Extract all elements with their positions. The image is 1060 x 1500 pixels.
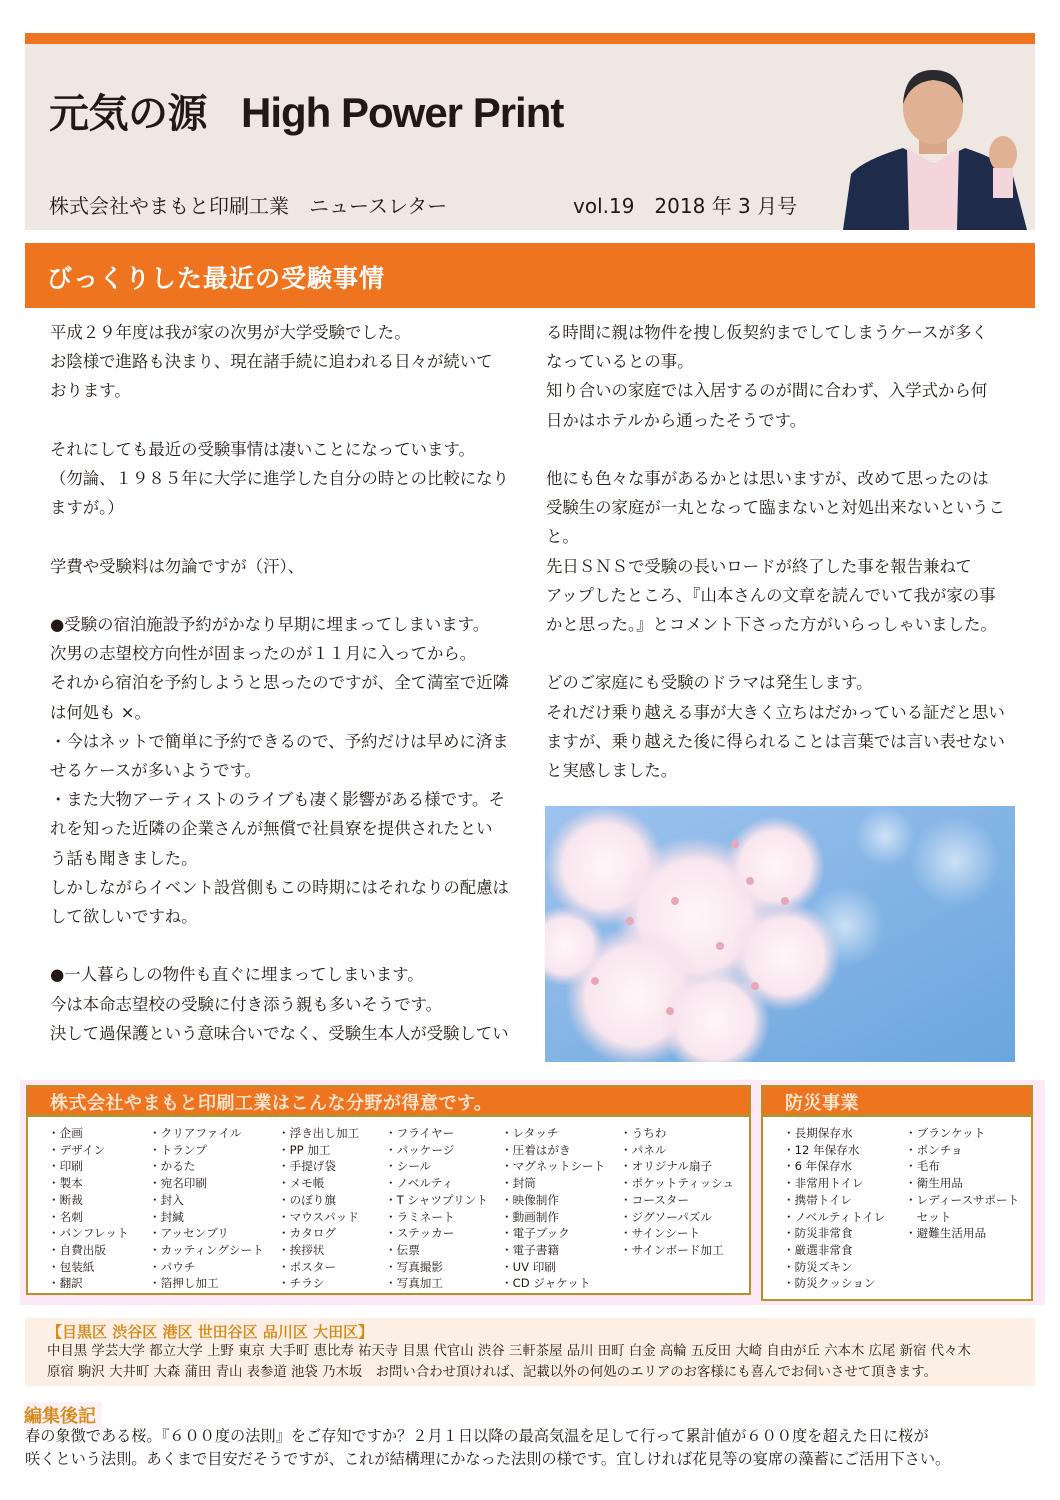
article-paragraph-line [50,406,509,435]
article-paragraph-line: う話も聞きました。 [50,848,198,868]
cherry-blossom-photo [545,806,1015,1062]
service-list-item: ・名刺 [48,1209,83,1224]
service-list-item: ・メモ帳 [278,1176,325,1191]
editor-note-body [25,1425,950,1471]
company-newsletter-label: 株式会社やまもと印刷工業 ニュースレター [49,194,448,218]
article-heading-bar [25,243,1035,308]
service-list-item: ・12 年保存水 [783,1142,860,1157]
service-list-item: ・6 年保存水 [783,1159,853,1174]
service-list-item: ・非常用トイレ [783,1176,864,1191]
service-list-item: ・防災ズキン [783,1259,853,1274]
service-list-item: ・封緘 [149,1209,184,1224]
service-list-item: ・企画 [48,1126,83,1140]
article-paragraph-line: して欲しいですね。 [50,907,198,927]
article-paragraph-line: 次男の志望校方向性が固まったのが１１月に入ってから。 [50,644,477,664]
service-list-item: ・宛名印刷 [149,1176,207,1191]
bousai-title: 防災事業 [785,1093,859,1114]
service-column [620,1125,734,1259]
service-list-item: ・箔押し加工 [149,1276,219,1291]
service-list-item: ・浮き出し加工 [278,1126,360,1140]
service-list-item: セット [905,1209,952,1224]
article-paragraph-line: せるケースが多いようです。 [50,761,261,780]
services-panel-header [28,1087,749,1117]
service-list-item: ・シール [385,1159,432,1174]
services-panel [26,1085,751,1295]
service-list-item: ・ブランケット [905,1126,986,1140]
service-list-item: ・ノベルティトイレ [783,1209,886,1224]
article-paragraph-line: どのご家庭にも受験のドラマは発生します。 [546,673,873,693]
newsletter-title [49,82,563,139]
article-paragraph-line: 学費や受験料は勿論ですが（汗）、 [50,556,305,576]
service-list-item: ・マグネットシート [501,1159,606,1174]
service-list-item: ・印刷 [48,1159,83,1174]
service-column [783,1125,885,1292]
article-column-right [546,318,1005,785]
article-paragraph-line: ますが、乗り越えた後に得られることは言葉では言い表せない [546,731,1005,751]
service-list-item: ・クリアファイル [149,1126,242,1140]
service-list-item: ・T シャツプリント [385,1192,488,1207]
service-list-item: ・レディースサポート [905,1192,1020,1207]
service-list-item: ・カッティングシート [149,1242,264,1257]
article-paragraph-line: 今は本命志望校の受験に付き添う親も多いそうです。 [50,994,443,1014]
article-paragraph-line: ・また大物アーティストのライブも凄く影響がある様です。そ [50,790,505,810]
bousai-panel-header [763,1087,1031,1117]
service-list-item: ・衛生用品 [905,1176,963,1191]
service-list-item: ・フライヤー [385,1126,455,1140]
service-list-item: ・防災クッション [783,1276,876,1291]
newsletter-subtitle [49,190,798,219]
service-list-item: ・圧着はがき [501,1142,571,1157]
service-column [48,1125,129,1292]
service-list-item: ・ジグソーパズル [620,1209,712,1224]
areas-line-2: 原宿 駒沢 大井町 大森 蒲田 青山 表参道 池袋 乃木坂 お問い合わせ頂ければ、記載以外の何処のエリアのお客様にも喜んでお伺いさせて頂きます。 [47,1365,937,1380]
service-list-item: ・のぼり旗 [278,1192,336,1207]
service-list-item: ・ステッカー [385,1226,455,1241]
editor-note-title: 編集後記 [24,1402,102,1428]
article-paragraph-line: る時間に親は物件を捜し仮契約までしてしまうケースが多く [546,323,988,342]
service-list-item: ・包装紙 [48,1259,95,1274]
service-list-item: ・動画制作 [501,1209,559,1224]
article-title: びっくりした最近の受験事情 [47,264,386,293]
bousai-panel [761,1085,1033,1301]
service-list-item: ・PP 加工 [278,1142,331,1157]
services-title: 株式会社やまもと印刷工業はこんな分野が得意です。 [50,1093,493,1114]
article-paragraph-line: しかしながらイベント設営側もこの時期にはそれなりの配慮は [50,877,509,897]
service-list-item: ・CD ジャケット [501,1276,591,1291]
article-paragraph-line: それだけ乗り越える事が大きく立ちはだかっている証だと思い [546,702,1005,722]
service-list-item: ・ポケットティッシュ [620,1176,735,1191]
service-list-item: ・ノベルティ [385,1176,454,1191]
editor-note-line-1: 春の象徴である桜。『６００度の法則』をご存知ですか？２月１日以降の最高気温を足して行って累計値が６００度を超えた日に桜が [25,1427,929,1445]
article-paragraph-line [546,435,1005,464]
service-list-item: ・ラミネート [385,1209,455,1224]
top-accent-stripe [25,33,1035,44]
article-paragraph-line: 先日ＳＮＳで受験の長いロードが終了した事を報告兼ねて [546,556,972,576]
article-column-left [50,318,509,1048]
article-paragraph-line: れを知った近隣の企業さんが無償で社員寮を提供されたとい [50,819,493,839]
service-list-item: ・電子ブック [501,1226,570,1241]
service-column [501,1125,605,1292]
service-list-item: ・うちわ [620,1126,667,1140]
service-list-item: ・カタログ [278,1226,336,1241]
service-list-item: ・パッケージ [385,1142,455,1157]
portrait-photo [833,64,1033,230]
article-paragraph-line: と。 [546,527,579,547]
service-list-item: ・サインボード加工 [620,1242,724,1257]
article-paragraph-line: おります。 [50,381,131,401]
service-list-item: ・断裁 [48,1192,83,1207]
service-list-item: ・携帯トイレ [783,1192,852,1207]
service-list-item: ・自費出版 [48,1242,106,1257]
article-paragraph-line: ●一人暮らしの物件も直ぐに埋まってしまいます。 [50,965,424,985]
service-list-item: ・ポンチョ [905,1142,963,1157]
service-areas [25,1318,1035,1386]
article-paragraph-line: ●受験の宿泊施設予約がかなり早期に埋まってしまいます。 [50,614,490,634]
article-paragraph-line: と実感しました。 [546,761,678,781]
service-list-item: ・製本 [48,1176,83,1191]
editor-note-line-2: 咲くという法則。あくまで目安だそうですが、これが結構理にかなった法則の様です。宜しければ花見等の宴席の藻蓄にご活用下さい。 [25,1450,951,1468]
service-list-item: ・写真撮影 [385,1259,443,1274]
article-paragraph-line: 決して過保護という意味合いでなく、受験生本人が受験してい [50,1023,509,1043]
masthead [25,44,1035,230]
areas-title: 【目黒区 渋谷区 港区 世田谷区 品川区 大田区】 [47,1323,374,1341]
service-list-item: ・厳選非常食 [783,1242,853,1257]
article-paragraph-line: なっているとの事。 [546,352,694,372]
article-paragraph-line: 知り合いの家庭では入居するのが間に合わず、入学式から何 [546,381,988,401]
article-paragraph-line [50,522,509,551]
service-list-item: ・電子書籍 [501,1242,559,1257]
service-list-item: ・コースター [620,1192,689,1207]
service-list-item: ・レタッチ [501,1126,559,1140]
service-list-item: ・UV 印刷 [501,1259,556,1274]
service-list-item: ・デザイン [48,1142,106,1157]
service-column [278,1125,359,1292]
article-paragraph-line: 他にも色々な事があるかとは思いますが、改めて思ったのは [546,469,989,488]
service-list-item: ・防災非常食 [783,1226,853,1241]
title-jp: 元気の源 [49,91,207,137]
service-list-item: ・チラシ [278,1276,325,1291]
service-list-item: ・アッセンブリ [149,1226,229,1241]
article-paragraph-line: は何処も ×。 [50,702,151,722]
article-paragraph-line: 受験生の家庭が一丸となって臨まないと対処出来ないというこ [546,498,1005,518]
service-list-item: ・パウチ [149,1259,196,1274]
service-list-item: ・毛布 [905,1159,940,1174]
service-list-item: ・伝票 [385,1242,420,1257]
article-paragraph-line: かと思った。』とコメント下さった方がいらっしゃいました。 [546,615,997,635]
service-column [905,1125,1019,1242]
service-list-item: ・ポスター [278,1259,336,1274]
service-list-item: ・映像制作 [501,1192,559,1207]
service-list-item: ・サインシート [620,1226,701,1241]
article-paragraph-line: それから宿泊を予約しようと思ったのですが、全て満室で近隣 [50,673,509,693]
service-list-item: ・かるた [149,1159,196,1174]
service-list-item: ・翻訳 [48,1276,83,1291]
service-list-item: ・オリジナル扇子 [620,1159,713,1174]
service-list-item: ・挨拶状 [278,1242,325,1257]
article-paragraph-line [50,931,509,960]
service-list-item: ・封筒 [501,1176,536,1191]
article-paragraph-line [50,581,509,610]
article-paragraph-line: ますが。） [50,498,124,518]
service-list-item: ・封入 [149,1192,184,1207]
service-list-item: ・長期保存水 [783,1126,853,1140]
article-paragraph-line: 日かはホテルから通ったそうです。 [546,410,807,430]
title-en: High Power Print [241,89,564,136]
service-list-item: ・手提げ袋 [278,1159,336,1174]
service-list-item: ・パンフレット [48,1226,129,1241]
service-list-item: ・避難生活用品 [905,1226,987,1241]
service-list-item: ・写真加工 [385,1276,443,1291]
service-column [385,1125,488,1292]
article-paragraph-line: 平成２９年度は我が家の次男が大学受験でした。 [50,323,411,342]
service-list-item: ・マウスパッド [278,1209,359,1224]
article-paragraph-line: ・今はネットで簡単に予約できるので、予約だけは早めに済ま [50,731,509,751]
service-column [149,1125,264,1292]
article-paragraph-line: （勿論、１９８５年に大学に進学した自分の時との比較になり [50,469,509,488]
service-list-item: ・トランプ [149,1142,207,1157]
article-paragraph-line: アップしたところ、『山本さんの文章を読んでいて我が家の事 [546,585,996,605]
service-list-item: ・パネル [620,1142,667,1157]
issue-label: vol.19 2018 年 3 月号 [573,194,798,218]
areas-line-1: 中目黒 学芸大学 都立大学 上野 東京 大手町 恵比寿 祐天寺 目黒 代官山 渋谷 三軒茶屋 品川 田町 白金 高輪 五反田 大崎 自由が丘 六本木 広尾 新宿 代々木 [47,1344,971,1359]
article-paragraph-line: お陰様で進路も決まり、現在諸手続に追われる日々が続いて [50,352,493,372]
article-paragraph-line: それにしても最近の受験事情は凄いことになっています。 [50,439,475,459]
article-paragraph-line [546,639,1005,668]
